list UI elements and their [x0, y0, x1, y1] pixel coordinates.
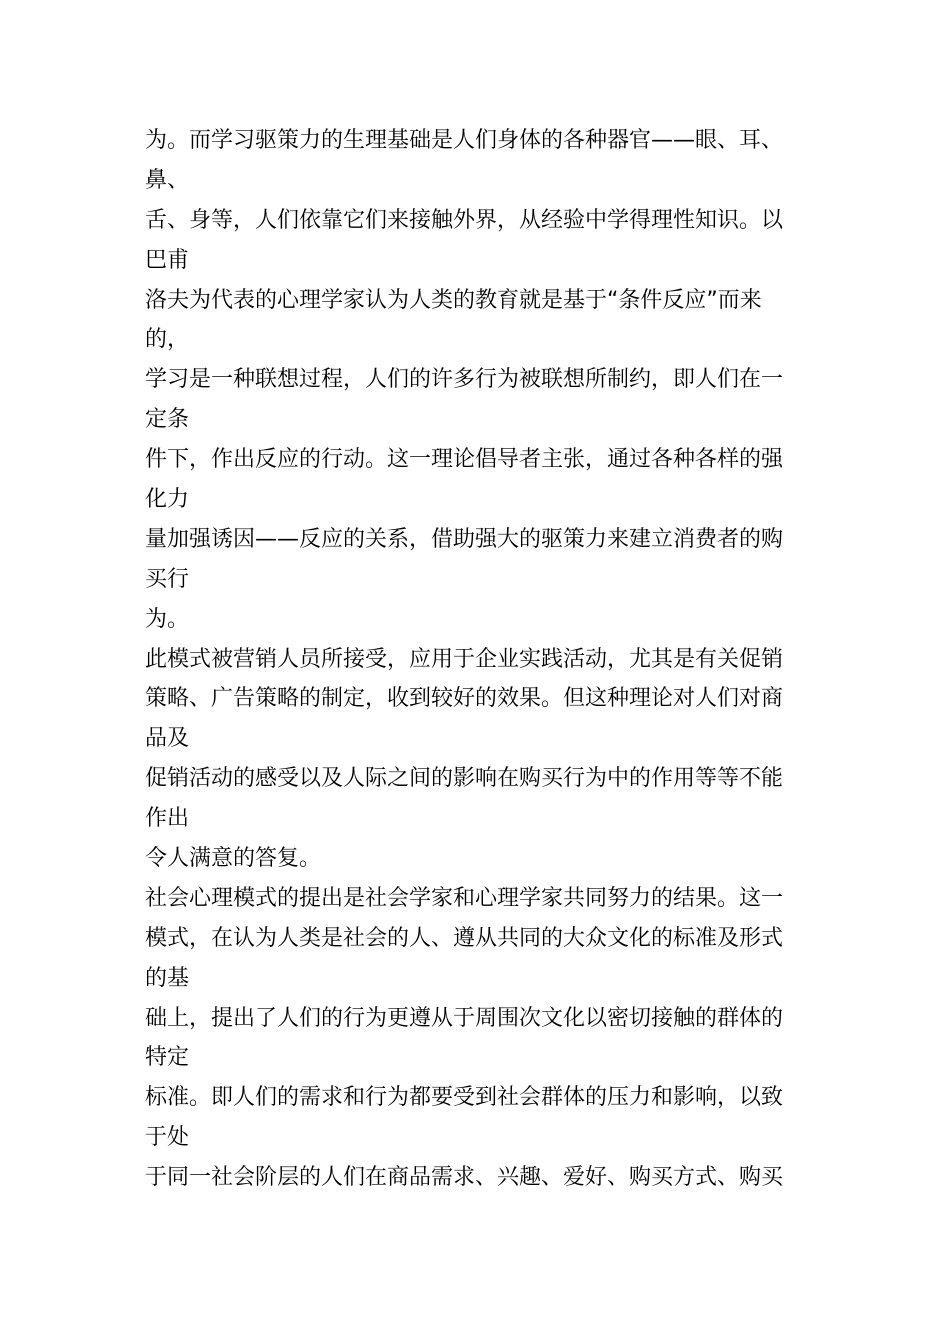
text-line: 础上，提出了人们的行为更遵从于周围次文化以密切接触的群体的 [145, 1005, 784, 1031]
text-line: 此模式被营销人员所接受，应用于企业实践活动，尤其是有关促销 [145, 646, 784, 672]
text-line: 模式，在认为人类是社会的人、遵从共同的大众文化的标准及形式 [145, 925, 784, 951]
body-text [145, 121, 825, 1198]
text-line: 作出 [145, 806, 190, 832]
text-line: 策略、广告策略的制定，收到较好的效果。但这种理论对人们对商 [145, 686, 784, 712]
text-line: 化力 [145, 487, 190, 513]
text-line: 鼻、 [145, 167, 190, 193]
text-line: 买行 [145, 566, 190, 592]
text-line: 洛夫为代表的心理学家认为人类的教育就是基于“条件反应”而来 [145, 287, 762, 313]
text-line: 的基 [145, 965, 190, 991]
text-line: 社会心理模式的提出是社会学家和心理学家共同努力的结果。这一 [145, 885, 784, 911]
text-line: 学习是一种联想过程，人们的许多行为被联想所制约，即人们在一 [145, 367, 784, 393]
text-line: 巴甫 [145, 247, 190, 273]
text-line: 舌、身等，人们依靠它们来接触外界，从经验中学得理性知识。以 [145, 207, 784, 233]
text-line: 件下，作出反应的行动。这一理论倡导者主张，通过各种各样的强 [145, 447, 784, 473]
text-line: 的， [145, 327, 190, 353]
text-line: 特定 [145, 1045, 190, 1071]
text-line: 品及 [145, 726, 190, 752]
text-line: 标准。即人们的需求和行为都要受到社会群体的压力和影响，以致 [145, 1085, 784, 1111]
text-line: 令人满意的答复。 [145, 846, 322, 872]
text-line: 于同一社会阶层的人们在商品需求、兴趣、爱好、购买方式、购买 [145, 1165, 784, 1191]
text-line: 定条 [145, 407, 190, 433]
text-line: 量加强诱因——反应的关系，借助强大的驱策力来建立消费者的购 [145, 526, 784, 552]
text-line: 于处 [145, 1125, 190, 1151]
text-line: 促销活动的感受以及人际之间的影响在购买行为中的作用等等不能 [145, 766, 784, 792]
text-line: 为。 [145, 606, 190, 632]
text-line: 为。而学习驱策力的生理基础是人们身体的各种器官——眼、耳、 [145, 128, 784, 153]
